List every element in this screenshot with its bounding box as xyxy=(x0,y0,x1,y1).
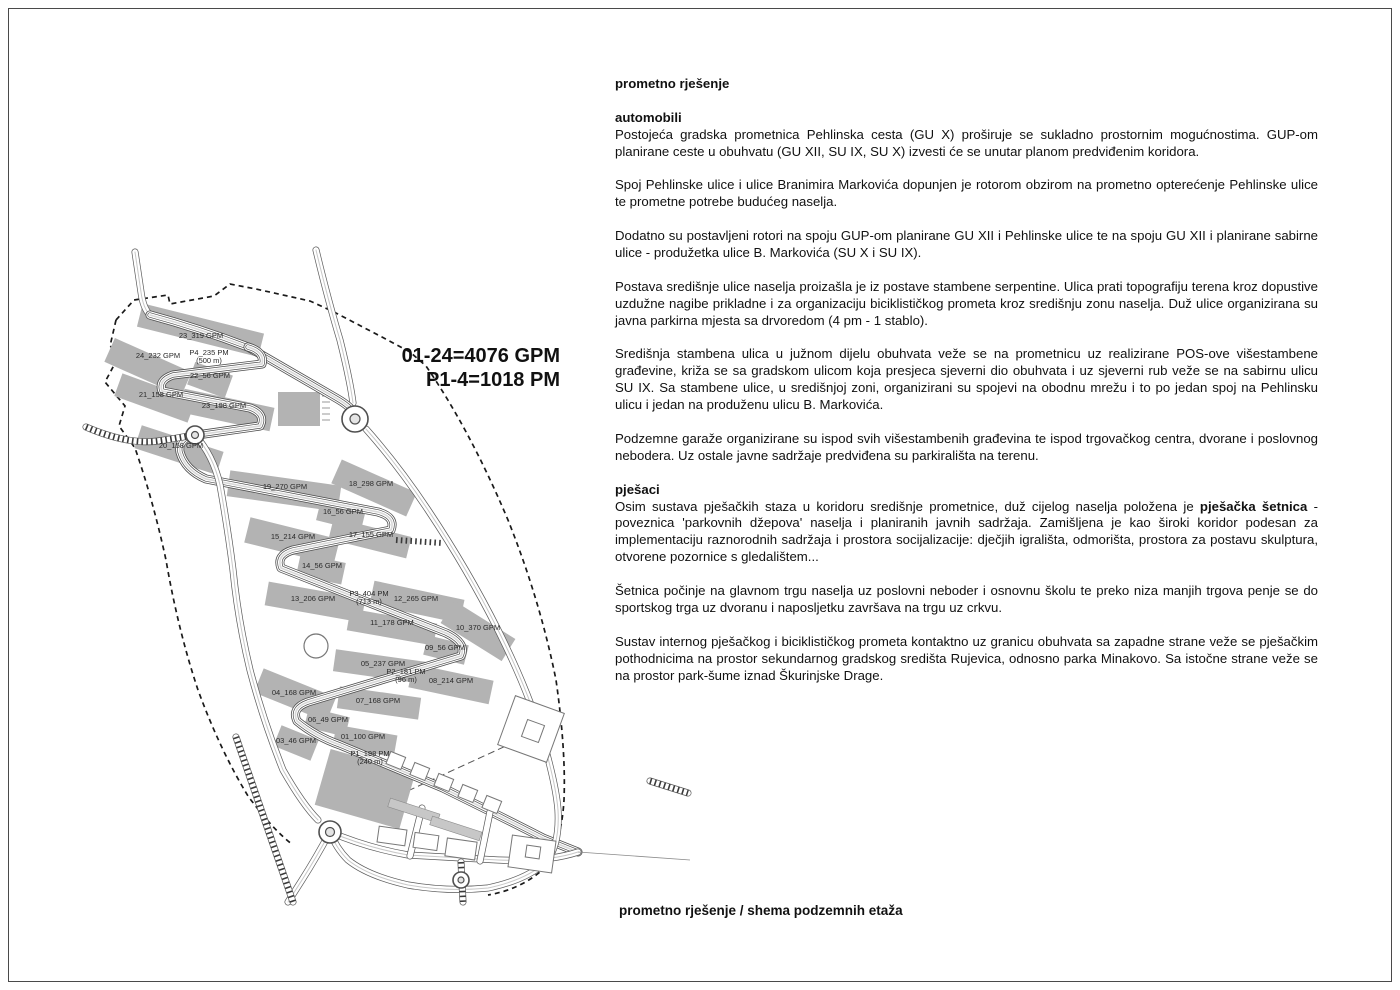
paragraph: Šetnica počinje na glavnom trgu naselja uz poslovni neboder i osnovnu školu te preko niza manjih trgova penje se do sportskog trga uz dvoranu i naposljetku završava na trgu uz crkvu. xyxy=(615,583,1318,615)
road-exit-bottom-left xyxy=(288,832,330,902)
building-label: 21_158 GPM xyxy=(138,390,184,399)
totals-annotation xyxy=(400,344,560,393)
section-heading: automobili xyxy=(615,109,682,125)
road-hatched-bottom-left xyxy=(236,737,293,902)
site-plan-svg xyxy=(78,240,693,925)
road-connector-2 xyxy=(480,812,490,861)
roundabout-north xyxy=(342,406,368,432)
parking-label: P2_181 PM xyxy=(386,667,426,676)
building-label: 18_298 GPM xyxy=(348,479,394,488)
road-thin-line xyxy=(578,852,690,860)
paragraph xyxy=(615,499,1318,567)
building-label: 04_168 GPM xyxy=(271,688,317,697)
paragraph: Središnja stambena ulica u južnom dijelu obuhvata veže se na prometnicu uz realizirane POS-ove višestambene građevine, križa se sa gradskom ulicom koja presjeca sjeverni dio obuhvata i uz sjeverni rub veže se na sabirnu ulicu SU IX. Sa stambene ulice, u središnjoj zoni, organizirani su spojevi na obodnu mrežu i to po jedan spoj na Pehlinsku ulicu i jedan na produženu ulicu B. Markovića. xyxy=(615,346,1318,413)
building-label: 24_232 GPM xyxy=(135,351,181,360)
paragraph: Postojeća gradska prometnica Pehlinska cesta (GU X) proširuje se sukladno prostornim mogućnostima. GUP-om planirane ceste u obuhvatu (GU XII, SU IX, SU X) izvesti će se unutar planom predviđenim koridora. xyxy=(615,126,1318,159)
paragraph: Dodatno su postavljeni rotori na spoju GUP-om planirane GU XII i Pehlinske ulice te na spoju GU XII i planirane sabirne ulice - produžetka ulice B. Markovića (SU X i SU IX). xyxy=(615,228,1318,261)
building-label: 23_198 GPM xyxy=(201,401,247,410)
roundabout-south-east xyxy=(453,872,469,888)
building-label: 15_214 GPM xyxy=(270,532,316,541)
site-plan-map xyxy=(78,240,693,925)
plaza-circle xyxy=(304,634,328,658)
parking-label-area: (500 m) xyxy=(196,356,222,365)
section-heading: prometno rješenje xyxy=(615,76,730,91)
parking-label: P3_404 PM xyxy=(349,589,389,598)
text-run: - poveznica 'parkovnih džepova' naselja i planiranih javnih sadržaja. Zamišljena je kao široki koridor podesan za implementaciju raznorodnih sadržaja i prostora socijalizacije: dječjih igrališta, odmorišta, prostora za postavu skulptura, otvorene pozornice s gledalištem... xyxy=(615,498,1319,565)
spacer xyxy=(615,93,1318,110)
building-label: 23_319 GPM xyxy=(178,331,224,340)
building-label: 07_168 GPM xyxy=(355,696,401,705)
paragraph: Postava središnje ulice naselja proizašla je iz postave stambene serpentine. Ulica prati topografiju terena kroz dopustive uzdužne nagibe prikladne i za organizaciju biciklističkog prometa kroz središnju zonu naselja. Duž ulice organizirana su javna parkirna mjesta sa drvoredom (4 pm - 1 stablo). xyxy=(615,278,1318,328)
building-label: 20_158 GPM xyxy=(158,441,204,450)
building-label: 13_206 GPM xyxy=(290,594,336,603)
paragraph: Podzemne garaže organizirane su ispod svih višestambenih građevina te ispod trgovačkog centra, dvorane i poslovnog nebodera. Uz ostale javne sadržaje predviđena su parkirališta na terenu. xyxy=(615,430,1318,463)
parking-label-area: (240 m) xyxy=(357,757,383,766)
building-label: 22_56 GPM xyxy=(189,371,231,380)
totals-pm: P1-4=1018 PM xyxy=(426,369,560,392)
building-label: 09_56 GPM xyxy=(424,643,466,652)
building-label: 17_155 GPM xyxy=(348,530,394,539)
drawing-caption: prometno rješenje / shema podzemnih etaža xyxy=(619,903,903,918)
road-hatched-right xyxy=(650,781,688,793)
building-label: 03_46 GPM xyxy=(275,736,317,745)
building-label: 16_56 GPM xyxy=(322,507,364,516)
totals-gpm: 01-24=4076 GPM xyxy=(401,345,560,367)
parking-label: P1_198 PM xyxy=(350,749,390,758)
section-heading: pješaci xyxy=(615,481,660,497)
building-label: 10_370 GPM xyxy=(455,623,501,632)
building-label: 01_100 GPM xyxy=(340,732,386,741)
road-entry-top-right xyxy=(316,250,353,403)
building-label: 08_214 GPM xyxy=(428,676,474,685)
building-label: 14_56 GPM xyxy=(301,561,343,570)
building-label: 11_178 GPM xyxy=(370,618,414,627)
bold-term: pješačka šetnica xyxy=(1199,498,1308,514)
parking-label-area: (713 m) xyxy=(356,597,382,606)
paragraph: Spoj Pehlinske ulice i ulice Branimira Markovića dopunjen je rotorom obzirom na prometno opterećenje Pehlinske ulice te prometne potrebe budućeg naselja. xyxy=(615,177,1318,210)
paragraph: Sustav internog pješačkog i biciklističkog prometa kontaktno uz granicu obuhvata sa zapadne strane veže se pješačkim pothodnicima na prostor sekundarnog gradskog središta Rujevica, odnosno parka Minakovo. Sa istočne strane veže se na prostor park-šume iznad Škurinjske Drage. xyxy=(615,633,1318,683)
building-label: 19_270 GPM xyxy=(262,482,308,491)
parking-label-area: (96 m) xyxy=(395,675,417,684)
text-run: Osim sustava pješačkih staza u koridoru središnje prometnice, duž cijelog naselja položena je xyxy=(615,498,1200,514)
building-label: 05_237 GPM xyxy=(360,659,406,668)
road-west-entry xyxy=(86,427,188,442)
building-hatch-marks xyxy=(322,396,330,420)
building-label: 12_265 GPM xyxy=(393,594,439,603)
building-label: 06_49 GPM xyxy=(307,715,349,724)
road-entry-top-left xyxy=(135,252,150,315)
roundabout-south xyxy=(319,821,341,843)
parking-label: P4_235 PM xyxy=(189,348,229,357)
document-text xyxy=(615,76,1318,701)
